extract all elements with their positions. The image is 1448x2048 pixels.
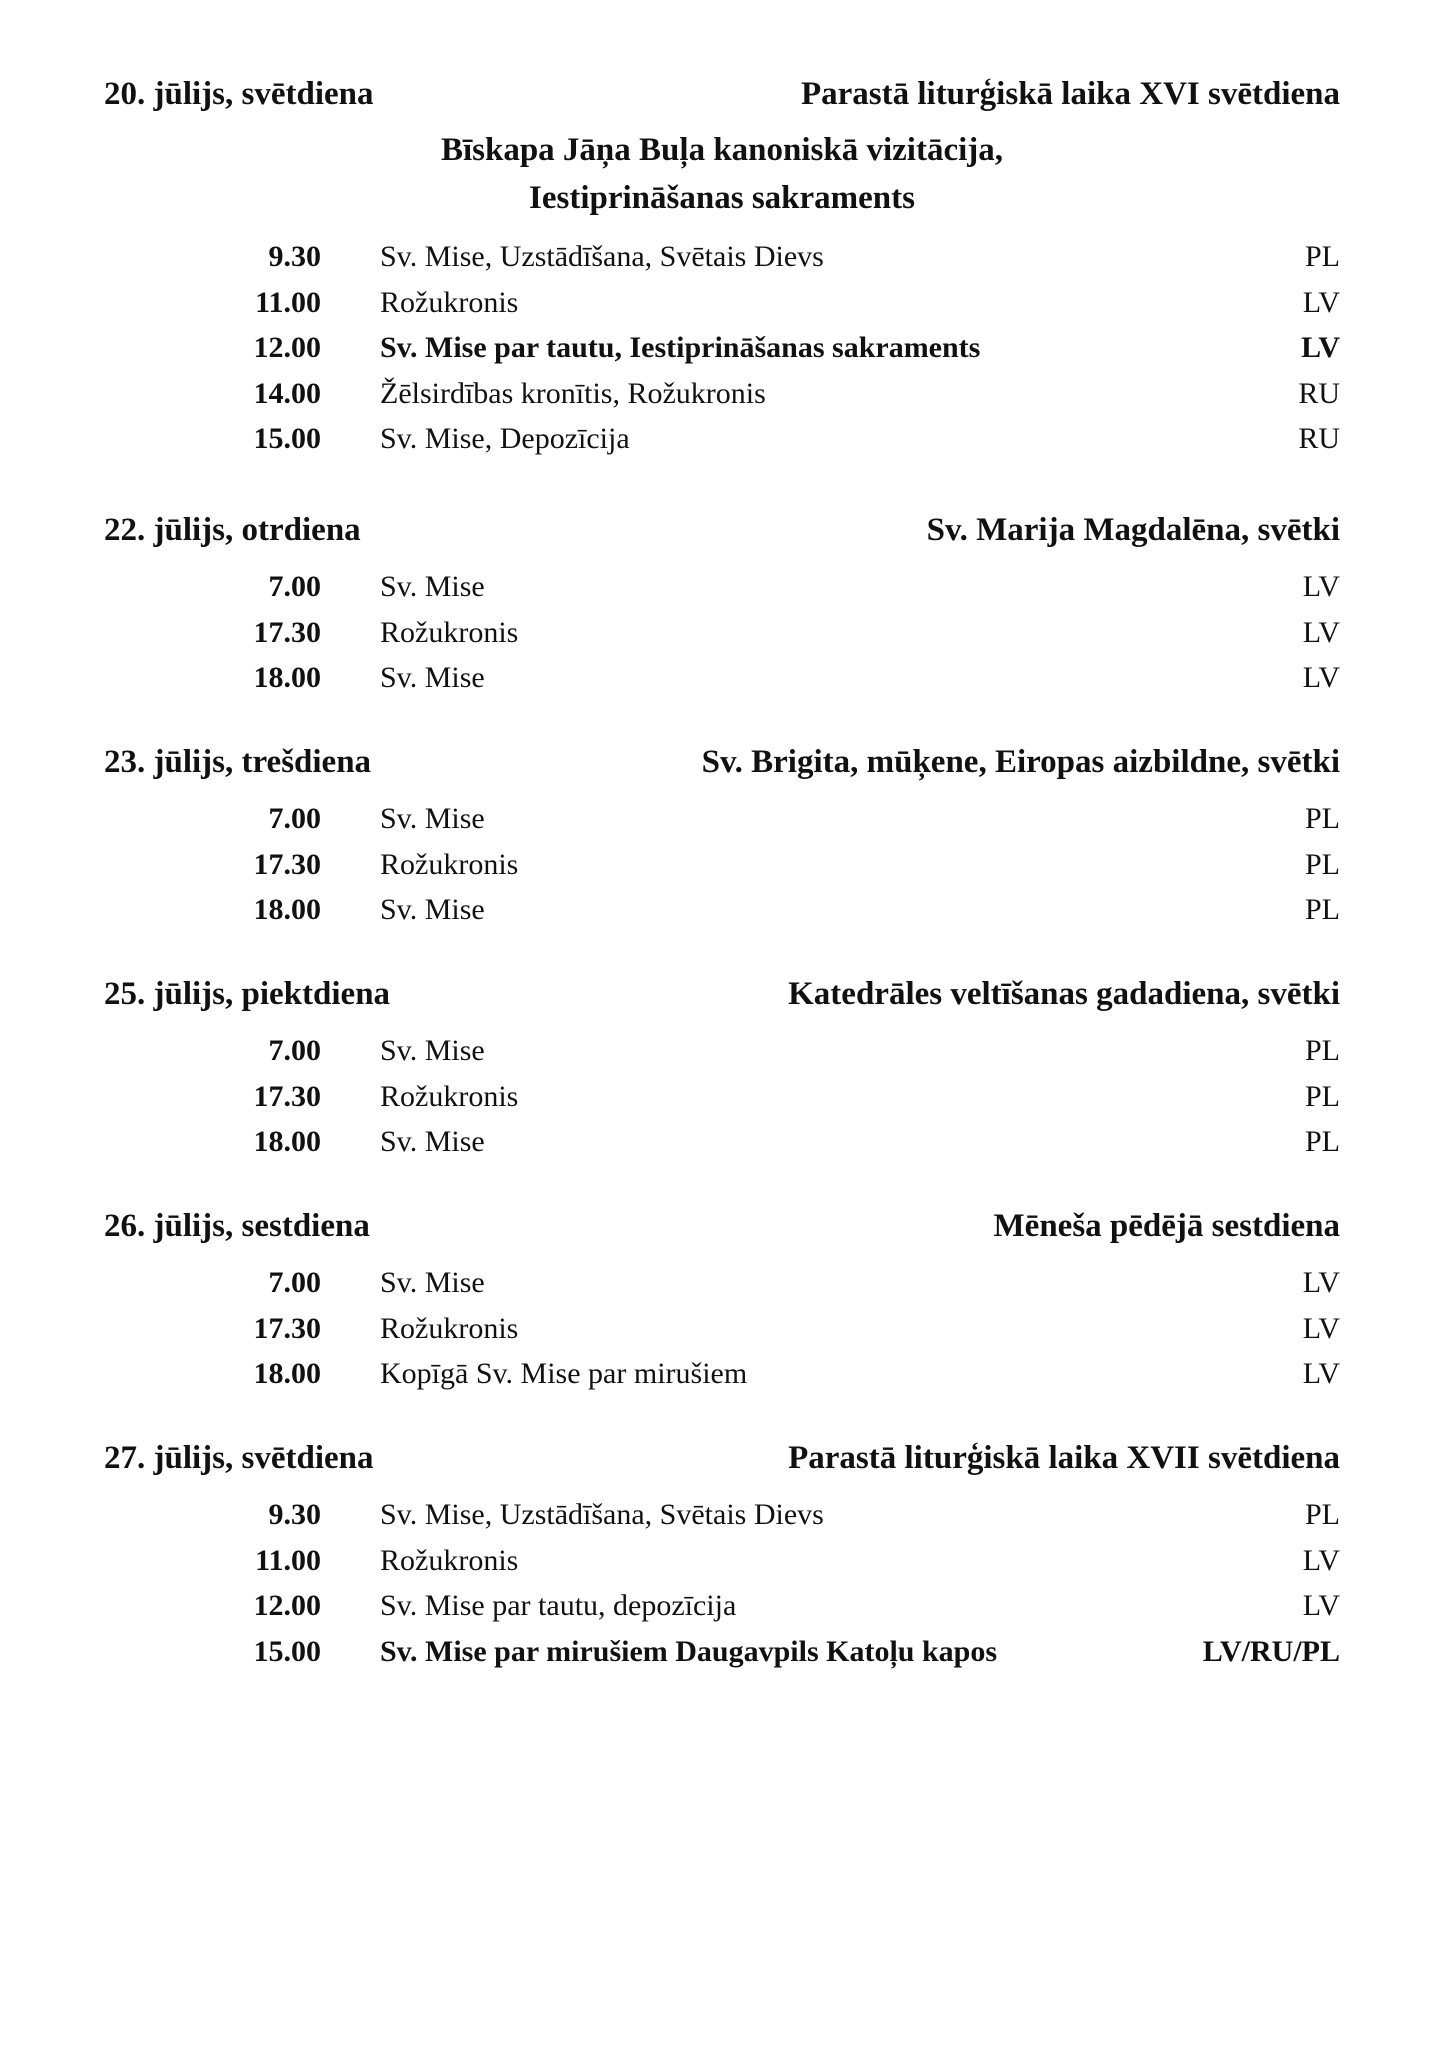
event-language: PL	[1304, 847, 1340, 881]
event-row	[104, 416, 1340, 462]
event-description: Sv. Mise	[380, 893, 485, 926]
event-row	[104, 610, 1340, 656]
event-row	[104, 1260, 1340, 1306]
event-language: RU	[1298, 376, 1340, 410]
event-row	[104, 842, 1340, 888]
event-list	[104, 1260, 1340, 1397]
event-description: Sv. Mise par mirušiem Daugavpils Katoļu kapos	[380, 1634, 998, 1668]
day-date: 25. jūlijs, piektdiena	[104, 976, 391, 1012]
event-time: 18.00	[253, 1357, 321, 1390]
event-description: Sv. Mise, Depozīcija	[380, 422, 630, 455]
event-time: 17.30	[253, 847, 321, 881]
event-language: LV	[1302, 285, 1340, 319]
event-language: LV	[1302, 1543, 1340, 1577]
event-time: 7.00	[268, 802, 321, 835]
event-row	[104, 1119, 1340, 1165]
day-feast: Parastā liturģiskā laika XVII svētdiena	[788, 1440, 1340, 1476]
day-header	[104, 1204, 1340, 1248]
event-row	[104, 1583, 1340, 1629]
event-language: LV	[1302, 1589, 1340, 1622]
event-row	[104, 564, 1340, 610]
event-language: LV	[1302, 661, 1340, 694]
event-time: 18.00	[253, 893, 321, 926]
event-row	[104, 1306, 1340, 1352]
event-language: LV	[1302, 1266, 1340, 1299]
event-time: 18.00	[253, 1125, 321, 1158]
event-description: Sv. Mise	[380, 661, 485, 694]
event-description: Sv. Mise, Uzstādīšana, Svētais Dievs	[380, 1498, 824, 1531]
event-row	[104, 887, 1340, 933]
day-date: 20. jūlijs, svētdiena	[104, 76, 374, 112]
event-time: 9.30	[268, 240, 321, 273]
event-time: 17.30	[253, 1079, 321, 1113]
day-feast: Mēneša pēdējā sestdiena	[993, 1208, 1340, 1244]
event-language: PL	[1304, 802, 1340, 835]
event-description: Sv. Mise	[380, 1034, 485, 1067]
day-section	[104, 508, 1340, 701]
event-list	[104, 796, 1340, 933]
event-language: PL	[1304, 893, 1340, 926]
day-section	[104, 1204, 1340, 1397]
day-header	[104, 972, 1340, 1016]
event-description: Rožukronis	[380, 285, 519, 319]
event-row	[104, 234, 1340, 280]
day-section	[104, 740, 1340, 933]
event-language: PL	[1304, 240, 1340, 273]
event-time: 15.00	[253, 1634, 321, 1668]
event-language: PL	[1304, 1034, 1340, 1067]
event-description: Rožukronis	[380, 615, 519, 649]
event-description: Sv. Mise par tautu, depozīcija	[380, 1589, 737, 1622]
event-time: 15.00	[253, 422, 321, 455]
event-row	[104, 1629, 1340, 1675]
event-list	[104, 1492, 1340, 1674]
event-language: LV	[1302, 1357, 1340, 1390]
event-list	[104, 234, 1340, 462]
event-time: 17.30	[253, 1311, 321, 1345]
event-time: 7.00	[268, 1034, 321, 1067]
event-time: 14.00	[253, 376, 321, 410]
day-section	[104, 1436, 1340, 1674]
day-header	[104, 740, 1340, 784]
day-date: 23. jūlijs, trešdiena	[104, 744, 372, 780]
event-row	[104, 371, 1340, 417]
event-description: Sv. Mise	[380, 1266, 485, 1299]
day-feast: Katedrāles veltīšanas gadadiena, svētki	[788, 976, 1340, 1012]
event-time: 17.30	[253, 615, 321, 649]
day-note-line: Bīskapa Jāņa Buļa kanoniskā vizitācija,	[440, 132, 1004, 168]
event-time: 7.00	[268, 570, 321, 603]
day-header	[104, 508, 1340, 552]
event-description: Sv. Mise par tautu, Iestiprināšanas sakraments	[380, 331, 981, 364]
event-list	[104, 1028, 1340, 1165]
event-row	[104, 1492, 1340, 1538]
day-feast: Sv. Marija Magdalēna, svētki	[926, 512, 1340, 548]
day-date: 27. jūlijs, svētdiena	[104, 1440, 374, 1476]
event-time: 12.00	[253, 1589, 321, 1622]
event-language: LV/RU/PL	[1202, 1634, 1340, 1668]
event-description: Rožukronis	[380, 847, 519, 881]
event-time: 9.30	[268, 1498, 321, 1531]
day-section	[104, 972, 1340, 1165]
event-row	[104, 325, 1340, 371]
event-time: 18.00	[253, 661, 321, 694]
day-section	[104, 72, 1340, 462]
event-description: Žēlsirdības kronītis, Rožukronis	[380, 376, 766, 410]
event-row	[104, 796, 1340, 842]
event-row	[104, 280, 1340, 326]
event-language: PL	[1304, 1079, 1340, 1113]
event-description: Sv. Mise	[380, 1125, 485, 1158]
event-description: Sv. Mise	[380, 570, 485, 603]
event-description: Rožukronis	[380, 1079, 519, 1113]
event-description: Sv. Mise, Uzstādīšana, Svētais Dievs	[380, 240, 824, 273]
event-time: 11.00	[255, 1543, 321, 1577]
event-row	[104, 1538, 1340, 1584]
event-time: 11.00	[255, 285, 321, 319]
event-language: LV	[1302, 1311, 1340, 1345]
day-feast: Sv. Brigita, mūķene, Eiropas aizbildne, svētki	[701, 744, 1340, 780]
event-language: LV	[1302, 570, 1340, 603]
event-description: Rožukronis	[380, 1543, 519, 1577]
event-language: LV	[1301, 331, 1340, 364]
day-header	[104, 1436, 1340, 1480]
event-row	[104, 1351, 1340, 1397]
event-time: 7.00	[268, 1266, 321, 1299]
event-language: RU	[1298, 422, 1340, 455]
day-date: 26. jūlijs, sestdiena	[104, 1208, 370, 1244]
event-row	[104, 1028, 1340, 1074]
event-language: LV	[1302, 615, 1340, 649]
event-row	[104, 1074, 1340, 1120]
day-feast: Parastā liturģiskā laika XVI svētdiena	[800, 76, 1340, 112]
day-note	[104, 126, 1340, 222]
event-language: PL	[1304, 1498, 1340, 1531]
event-description: Rožukronis	[380, 1311, 519, 1345]
event-language: PL	[1304, 1125, 1340, 1158]
event-time: 12.00	[253, 331, 321, 364]
day-date: 22. jūlijs, otrdiena	[104, 512, 361, 548]
day-note-line: Iestiprināšanas sakraments	[529, 180, 915, 216]
event-description: Sv. Mise	[380, 802, 485, 835]
event-row	[104, 655, 1340, 701]
day-header	[104, 72, 1340, 116]
event-description: Kopīgā Sv. Mise par mirušiem	[380, 1357, 748, 1390]
event-list	[104, 564, 1340, 701]
